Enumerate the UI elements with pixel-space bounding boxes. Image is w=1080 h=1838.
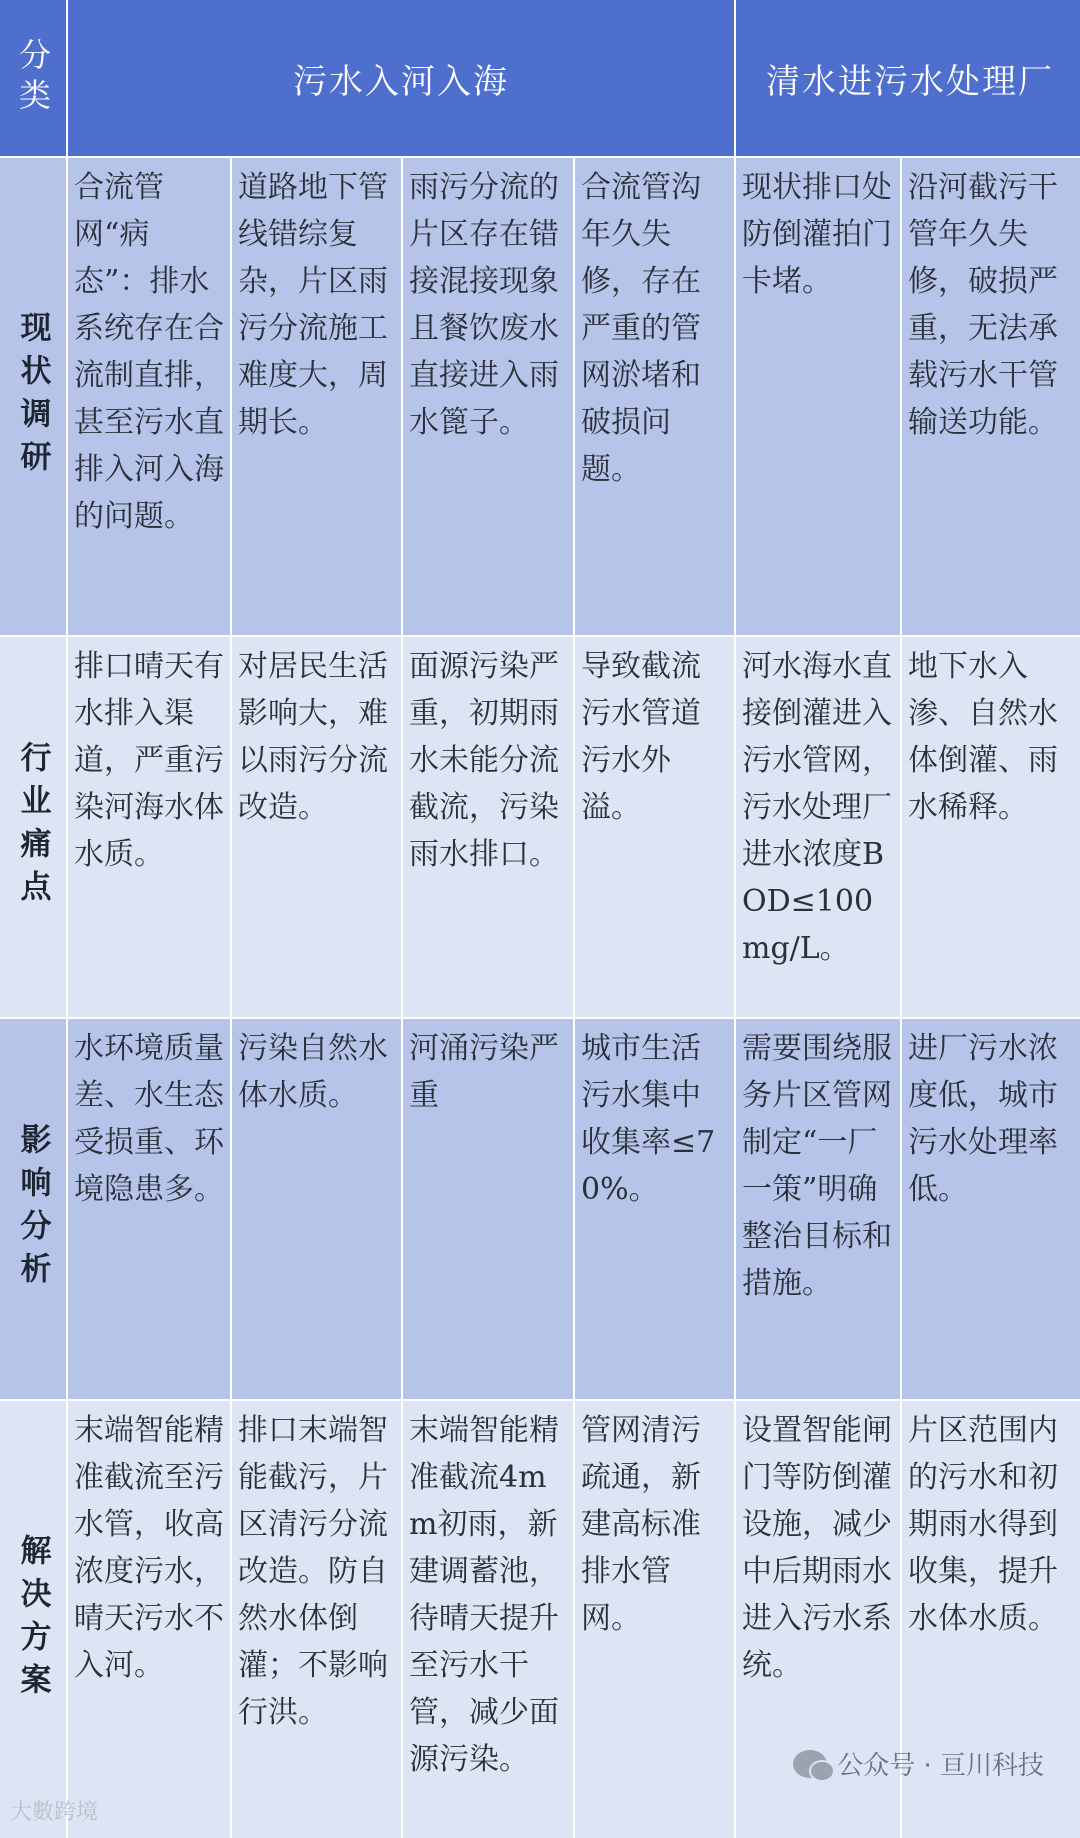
table-cell: 面源污染严重，初期雨水未能分流截流，污染雨水排口。 [403,637,573,1017]
table-cell: 排口末端智能截污，片区清污分流改造。防自然水体倒灌；不影响行洪。 [232,1401,401,1838]
header-group-clean-water-into-plant [736,0,1080,156]
row-label-impact-analysis: 影响分析 [0,1019,66,1399]
table-cell: 导致截流污水管道污水外溢。 [575,637,734,1017]
row-label-survey: 现状调研 [0,158,66,635]
header-group2-text: 清水进污水处理厂 [766,61,1054,102]
header-category [0,0,66,156]
source-text: 公众号 · 亘川科技 [837,1751,1044,1781]
table-cell: 河涌污染严重 [403,1019,573,1399]
source-attribution [793,1745,1044,1782]
table-cell: 沿河截污干管年久失修，破损严重，无法承载污水干管输送功能。 [902,158,1080,635]
table-cell: 进厂污水浓度低，城市污水处理率低。 [902,1019,1080,1399]
header-group1-text: 污水入河入海 [293,61,509,102]
table-cell: 污染自然水体水质。 [232,1019,401,1399]
header-group-sewage-into-rivers [68,0,734,156]
table-cell: 城市生活污水集中收集率≤70%。 [575,1019,734,1399]
table-cell: 水环境质量差、水生态受损重、环境隐患多。 [68,1019,230,1399]
table-cell: 合流管网“病态”：排水系统存在合流制直排，甚至污水直排入河入海的问题。 [68,158,230,635]
table-cell: 末端智能精准截流至污水管，收高浓度污水，晴天污水不入河。 [68,1401,230,1838]
table-cell: 设置智能闸门等防倒灌设施，减少中后期雨水进入污水系统。 [736,1401,900,1838]
table-cell: 雨污分流的片区存在错接混接现象且餐饮废水直接进入雨水篦子。 [403,158,573,635]
table-cell: 河水海水直接倒灌进入污水管网，污水处理厂进水浓度BOD≤100mg/L。 [736,637,900,1017]
watermark: 大數跨境 [10,1800,99,1825]
table-cell: 对居民生活影响大，难以雨污分流改造。 [232,637,401,1017]
table-cell: 末端智能精准截流4mm初雨，新建调蓄池，待晴天提升至污水干管，减少面源污染。 [403,1401,573,1838]
table-cell: 管网清污疏通，新建高标准排水管网。 [575,1401,734,1838]
table-cell: 现状排口处防倒灌拍门卡堵。 [736,158,900,635]
table-cell: 道路地下管线错综复杂，片区雨污分流施工难度大，周期长。 [232,158,401,635]
table-cell: 需要围绕服务片区管网制定“一厂一策”明确整治目标和措施。 [736,1019,900,1399]
table-cell: 排口晴天有水排入渠道，严重污染河海水体水质。 [68,637,230,1017]
table-cell: 地下水入渗、自然水体倒灌、雨水稀释。 [902,637,1080,1017]
wechat-icon [793,1750,827,1778]
row-label-solution: 解决方案 [0,1401,66,1838]
row-label-pain-points: 行业痛点 [0,637,66,1017]
table-cell: 合流管沟年久失修，存在严重的管网淤堵和破损问题。 [575,158,734,635]
header-category-text: 分类 [14,38,52,118]
table-cell: 片区范围内的污水和初期雨水得到收集，提升水体水质。 [902,1401,1080,1838]
